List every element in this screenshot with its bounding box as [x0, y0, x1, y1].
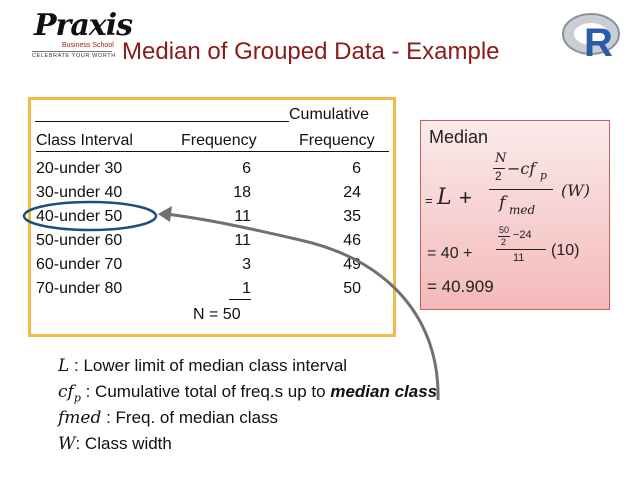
total-n: N = 50	[193, 306, 241, 323]
note-W	[58, 434, 172, 454]
median-heading: Median	[429, 127, 489, 147]
sub-med: med	[509, 203, 536, 217]
num-50: 50	[499, 225, 510, 235]
note-subscript: p	[73, 391, 81, 405]
row-frequency: 1	[242, 280, 251, 297]
note-symbol: fmed	[58, 408, 102, 428]
row-interval: 50-under 60	[36, 232, 123, 249]
row-cumulative: 6	[352, 160, 361, 177]
minus-cfp: −cf	[507, 159, 536, 178]
logo-tagline: CELEBRATE YOUR WORTH	[32, 53, 116, 59]
arrow-head	[158, 206, 172, 222]
sub-p: p	[540, 169, 548, 182]
row-cumulative: 24	[343, 184, 361, 201]
header-cumulative: Cumulative	[289, 106, 370, 123]
col-cum-frequency: Frequency	[299, 132, 375, 149]
row-interval: 70-under 80	[36, 280, 123, 297]
row-frequency: 6	[242, 160, 251, 177]
row-cumulative: 35	[343, 208, 361, 225]
num-N: N	[495, 151, 507, 166]
r-logo-letter: R	[584, 21, 613, 64]
note-text: : Cumulative total of freq.s up to	[80, 382, 331, 401]
col-class-interval: Class Interval	[36, 132, 133, 149]
factor-W: (W)	[561, 181, 590, 200]
median-result: = 40.909	[427, 277, 494, 296]
equals-sign: =	[425, 193, 433, 208]
row-interval: 60-under 70	[36, 256, 123, 273]
note-cfp	[58, 382, 437, 404]
row-frequency: 11	[234, 232, 251, 249]
page-title: Median of Grouped Data - Example	[122, 38, 500, 65]
num-2: 2	[495, 169, 502, 183]
col-frequency: Frequency	[181, 132, 257, 149]
note-fmed	[58, 408, 278, 428]
den-f: f	[499, 193, 506, 213]
row-interval: 30-under 40	[36, 184, 123, 201]
note-L	[58, 356, 347, 376]
row-frequency: 3	[242, 256, 251, 273]
note-text: : Lower limit of median class interval	[69, 356, 348, 375]
note-symbol: cf	[58, 382, 74, 402]
factor-10: (10)	[551, 242, 580, 259]
note-symbol: W	[58, 434, 76, 454]
row-frequency: 18	[233, 184, 251, 201]
highlight-ellipse	[24, 202, 156, 230]
note-symbol: L	[58, 356, 70, 376]
logo-wordmark: Praxis	[34, 8, 132, 43]
row-cumulative: 49	[343, 256, 361, 273]
eq-40-plus: = 40 +	[427, 245, 473, 262]
row-cumulative: 50	[343, 280, 361, 297]
symbol-L: L	[437, 185, 452, 210]
row-interval: 20-under 30	[36, 160, 123, 177]
row-interval-median: 40-under 50	[36, 208, 123, 225]
note-text: : Freq. of median class	[101, 408, 279, 427]
minus-24: −24	[513, 229, 532, 241]
note-emphasis: median class	[330, 382, 438, 401]
logo-subtitle: Business School	[62, 42, 114, 49]
row-cumulative: 46	[343, 232, 361, 249]
note-text: : Class width	[75, 434, 172, 453]
plus-sign: +	[459, 185, 472, 210]
den-11: 11	[513, 252, 525, 264]
num-2b: 2	[501, 237, 507, 247]
row-frequency: 11	[234, 208, 251, 225]
